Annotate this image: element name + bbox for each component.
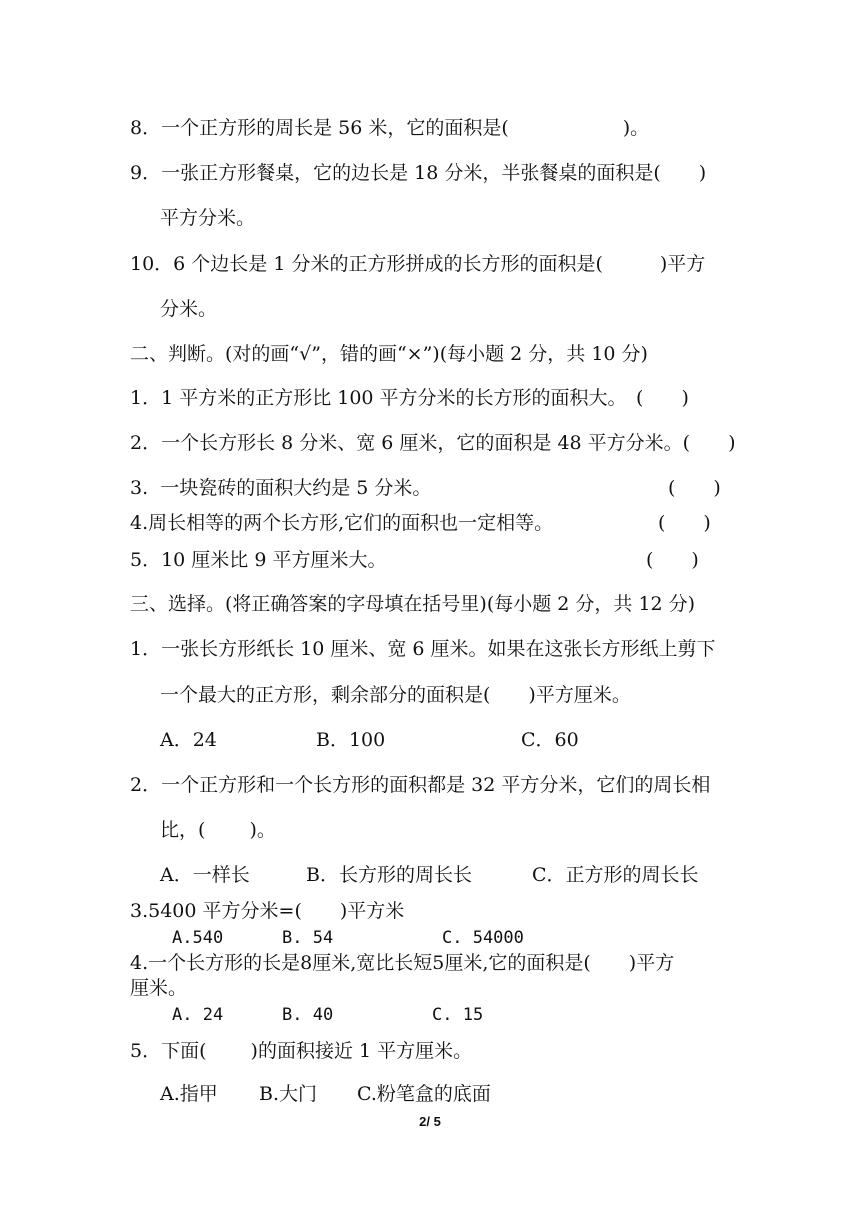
choice-1-option-c: C．60 xyxy=(521,729,579,751)
question-9-cont: 平方分米。 xyxy=(160,207,256,229)
section-2-heading: 二、判断。(对的画“√”，错的画“×”)(每小题 2 分，共 10 分) xyxy=(130,343,648,365)
judge-item-4-bracket: ( ) xyxy=(658,512,711,534)
choice-4-cont: 厘米。 xyxy=(130,977,188,999)
question-10: 10．6 个边长是 1 分米的正方形拼成的长方形的面积是( )平方 xyxy=(130,253,706,275)
choice-4: 4.一个长方形的长是8厘米,宽比长短5厘米,它的面积是( )平方 xyxy=(130,952,675,974)
judge-item-4: 4.周长相等的两个长方形,它们的面积也一定相等。 xyxy=(130,512,554,534)
judge-item-5-bracket: ( ) xyxy=(646,549,699,571)
choice-1: 1．一张长方形纸长 10 厘米、宽 6 厘米。如果在这张长方形纸上剪下 xyxy=(130,638,716,660)
choice-3-option-c: C. 54000 xyxy=(442,928,524,948)
choice-3-option-b: B. 54 xyxy=(282,928,334,948)
judge-item-5: 5．10 厘米比 9 平方厘米大。 xyxy=(130,549,387,571)
choice-4-option-b: B. 40 xyxy=(282,1005,334,1025)
section-3-heading: 三、选择。(将正确答案的字母填在括号里)(每小题 2 分，共 12 分) xyxy=(130,593,696,615)
question-8: 8．一个正方形的周长是 56 米，它的面积是( )。 xyxy=(130,117,650,139)
choice-2-cont: 比，( )。 xyxy=(160,819,276,841)
choice-5: 5．下面( )的面积接近 1 平方厘米。 xyxy=(130,1040,473,1062)
judge-item-1: 1．1 平方米的正方形比 100 平方分米的长方形的面积大。 ( ) xyxy=(130,387,689,409)
choice-3: 3.5400 平方分米=( )平方米 xyxy=(130,900,405,922)
choice-2-option-a: A．一样长 xyxy=(160,864,250,886)
choice-5-option-a: A.指甲 xyxy=(160,1083,218,1105)
judge-item-2: 2．一个长方形长 8 分米、宽 6 厘米，它的面积是 48 平方分米。( ) xyxy=(130,432,736,454)
choice-2-option-c: C．正方形的周长长 xyxy=(532,864,699,886)
judge-item-3-bracket: ( ) xyxy=(668,477,721,499)
choice-4-option-a: A. 24 xyxy=(172,1005,224,1025)
choice-3-option-a: A.540 xyxy=(172,928,224,948)
choice-2: 2．一个正方形和一个长方形的面积都是 32 平方分米，它们的周长相 xyxy=(130,774,711,796)
choice-5-option-c: C.粉笔盒的底面 xyxy=(357,1083,491,1105)
question-10-cont: 分米。 xyxy=(160,298,218,320)
choice-4-option-c: C. 15 xyxy=(432,1005,484,1025)
choice-1-option-a: A．24 xyxy=(160,729,217,751)
page-number: 2/ 5 xyxy=(419,1114,441,1129)
choice-2-option-b: B．长方形的周长长 xyxy=(306,864,472,886)
judge-item-3: 3. 一块瓷砖的面积大约是 5 分米。 xyxy=(130,477,432,499)
question-9: 9．一张正方形餐桌，它的边长是 18 分米，半张餐桌的面积是( ) xyxy=(130,162,707,184)
choice-5-option-b: B.大门 xyxy=(259,1083,318,1105)
choice-1-option-b: B．100 xyxy=(316,729,386,751)
choice-1-cont: 一个最大的正方形，剩余部分的面积是( )平方厘米。 xyxy=(160,684,631,706)
